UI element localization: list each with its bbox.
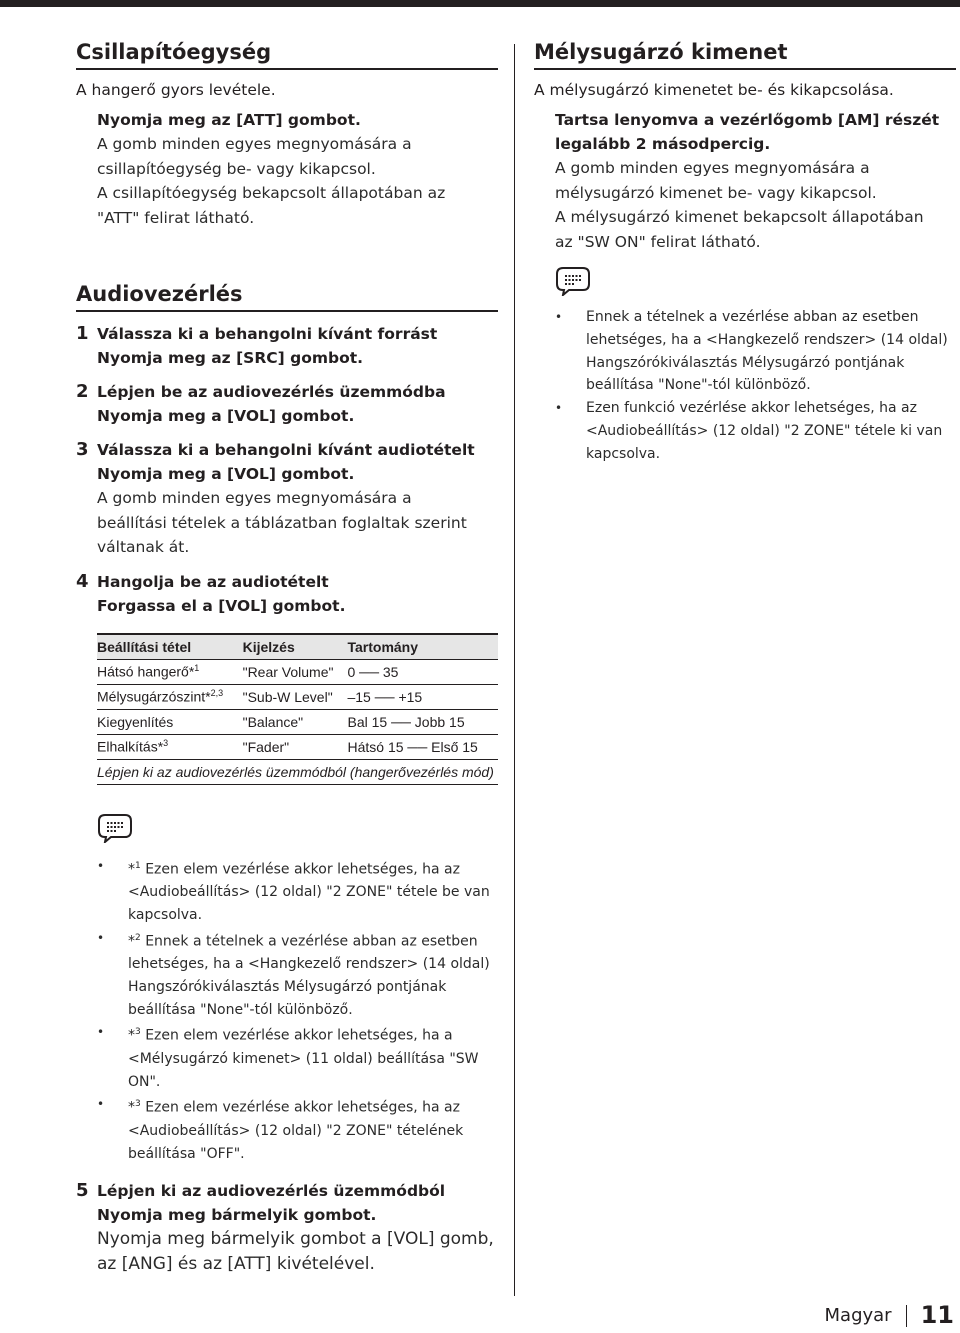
table-cell-range: 0 ── 35 (347, 659, 498, 684)
table-footer-text: Lépjen ki az audiovezérlés üzemmódból (hangerővezérlés mód) (97, 759, 498, 784)
table-row (97, 684, 498, 709)
subwoofer-desc-line: az "SW ON" felirat látható. (555, 232, 761, 251)
subwoofer-notes-list (534, 306, 956, 466)
step-heading: Hangolja be az audiotételt (97, 572, 329, 591)
table-header-range: Tartomány (347, 634, 498, 660)
table-cell-display: "Fader" (243, 734, 348, 759)
attenuator-desc-line: "ATT" felirat látható. (97, 208, 255, 227)
attenuator-title: Csillapítóegység (76, 40, 498, 70)
step-action: Nyomja meg bármelyik gombot. (97, 1206, 377, 1225)
table-header-item: Beállítási tétel (97, 634, 243, 660)
attenuator-intro: A hangerő gyors levétele. (76, 81, 276, 99)
table-cell-range: Bal 15 ── Jobb 15 (347, 709, 498, 734)
audio-settings-table (97, 633, 498, 785)
list-item: • *$^1$ Ezen elem vezérlése akkor lehetséges, ha az <Audiobeállítás> (12 oldal) "2 ZONE" tétele be van kapcsolva. (97, 855, 498, 927)
attenuator-desc-line: csillapítóegység be- vagy kikapcsol. (97, 159, 376, 178)
right-column (534, 40, 956, 466)
step-number: 5 (76, 1180, 89, 1202)
step-heading: Lépjen be az audiovezérlés üzemmódba (97, 383, 446, 401)
attenuator-action: Nyomja meg az [ATT] gombot. (97, 111, 361, 129)
subwoofer-output-title: Mélysugárzó kimenet (534, 40, 956, 70)
column-divider (514, 44, 515, 1296)
step-number: 4 (76, 570, 89, 592)
step-action: Nyomja meg a [VOL] gombot. (97, 407, 355, 425)
top-rule (0, 0, 960, 7)
step-number: 3 (76, 439, 89, 460)
step-number: 1 (76, 323, 89, 344)
step-4 (76, 570, 498, 618)
step-action: Forgassa el a [VOL] gombot. (97, 596, 346, 615)
page-number: 11 (920, 1301, 954, 1329)
subwoofer-output-intro: A mélysugárzó kimenetet be- és kikapcsolása. (534, 81, 894, 99)
list-item: • Ennek a tételnek a vezérlése abban az esetben lehetséges, ha a <Hangkezelő rendszer> (14 oldal) Hangszórókiválasztás Mélysugárzó pontjának beállítása "None"-tól különböző. (555, 306, 956, 397)
attenuator-desc-line: A csillapítóegység bekapcsolt állapotában az (97, 184, 446, 202)
step-desc-line: A gomb minden egyes megnyomására a (97, 489, 412, 507)
step-heading: Válassza ki a behangolni kívánt audiotételt (97, 441, 475, 459)
table-cell-range: –15 ── +15 (347, 684, 498, 709)
subwoofer-action-line: Tartsa lenyomva a vezérlőgomb [AM] részét (555, 111, 940, 129)
step-heading: Lépjen ki az audiovezérlés üzemmódból (97, 1182, 446, 1201)
table-header-row (97, 634, 498, 660)
note-icon (555, 266, 956, 300)
list-item: • Ezen funkció vezérlése akkor lehetséges, ha az <Audiobeállítás> (12 oldal) "2 ZONE" tétele ki van kapcsolva. (555, 397, 956, 465)
step-1 (76, 322, 498, 370)
step-2 (76, 380, 498, 428)
table-cell-display: "Balance" (243, 709, 348, 734)
table-row (97, 659, 498, 684)
note-icon (97, 813, 498, 847)
step-desc-line: az [ANG] és az [ATT] kivételével. (97, 1253, 375, 1274)
subwoofer-desc-line: mélysugárzó kimenet be- vagy kikapcsol. (555, 183, 877, 202)
attenuator-desc-line: A gomb minden egyes megnyomására a (97, 135, 412, 153)
attenuator-section (76, 40, 498, 230)
page-footer (825, 1303, 954, 1327)
table-cell-display: "Sub-W Level" (243, 684, 348, 709)
list-item: • *$^3$ Ezen elem vezérlése akkor lehetséges, ha a <Mélysugárzó kimenet> (11 oldal) beállítása "SW ON". (97, 1021, 498, 1093)
subwoofer-desc-line: A gomb minden egyes megnyomására a (555, 159, 870, 177)
step-heading: Válassza ki a behangolni kívánt forrást (97, 325, 438, 343)
table-cell-item: Mélysugárzószint*$^{2,3}$ (97, 684, 243, 709)
table-row (97, 709, 498, 734)
list-item: • *$^3$ Ezen elem vezérlése akkor lehetséges, ha az <Audiobeállítás> (12 oldal) "2 ZONE" tételének beállítása "OFF". (97, 1093, 498, 1165)
table-row (97, 734, 498, 759)
table-cell-item: Hátsó hangerő*$^1$ (97, 659, 243, 684)
audio-control-title: Audiovezérlés (76, 282, 498, 312)
audio-notes-list (76, 855, 498, 1166)
table-cell-item: Kiegyenlítés (97, 709, 243, 734)
table-header-display: Kijelzés (243, 634, 348, 660)
step-3 (76, 438, 498, 560)
list-item: • *$^2$ Ennek a tételnek a vezérlése abban az esetben lehetséges, ha a <Hangkezelő rendszer> (14 oldal) Hangszórókiválasztás Mélysugárzó pontjának beállítása "None"-tól különböző. (97, 927, 498, 1022)
language-label: Magyar (825, 1305, 907, 1327)
table-cell-item: Elhalkítás*$^3$ (97, 734, 243, 759)
step-action: Nyomja meg a [VOL] gombot. (97, 465, 355, 483)
step-desc-line: Nyomja meg bármelyik gombot a [VOL] gomb, (97, 1229, 494, 1250)
subwoofer-action-line: legalább 2 másodpercig. (555, 135, 771, 153)
subwoofer-desc-line: A mélysugárzó kimenet bekapcsolt állapotában (555, 208, 924, 226)
step-action: Nyomja meg az [SRC] gombot. (97, 349, 364, 367)
left-column (76, 40, 498, 1276)
step-number: 2 (76, 381, 89, 402)
step-desc-line: beállítási tételek a táblázatban foglaltak szerint (97, 513, 467, 532)
table-cell-range: Hátsó 15 ── Első 15 (347, 734, 498, 759)
table-footer-row (97, 759, 498, 784)
table-cell-display: "Rear Volume" (243, 659, 348, 684)
step-5 (76, 1179, 498, 1276)
step-desc-line: váltanak át. (97, 538, 190, 556)
audio-control-section (76, 282, 498, 1276)
